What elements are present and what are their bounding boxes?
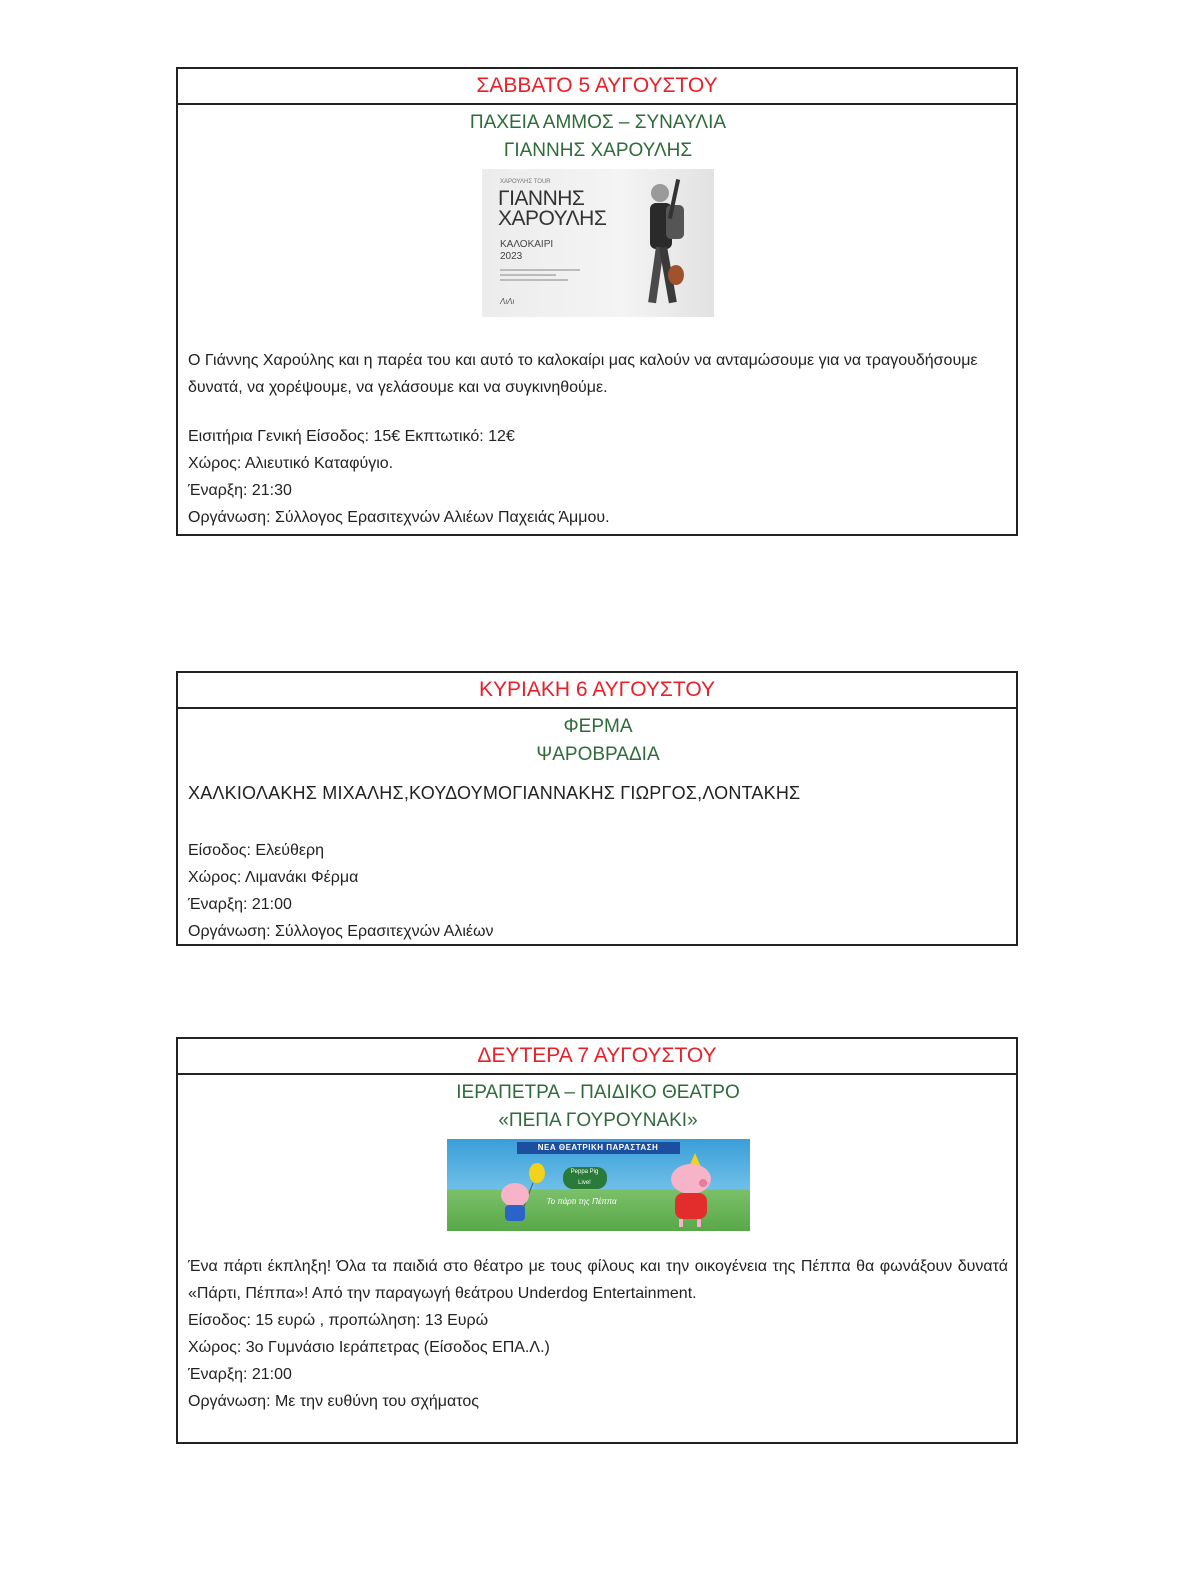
event-start-time: Έναρξη: 21:00 xyxy=(188,1366,292,1383)
event-location: Χώρος: Λιμανάκι Φέρμα xyxy=(188,869,359,886)
event-entry: Είσοδος: Ελεύθερη xyxy=(188,842,324,859)
show-logo: Peppa Pig Live! xyxy=(563,1167,607,1189)
event-location: Χώρος: Αλιευτικό Καταφύγιο. xyxy=(188,455,394,472)
event-date: ΔΕΥΤΕΡΑ 7 ΑΥΓΟΥΣΤΟΥ xyxy=(178,1039,1016,1075)
event-start-time: Έναρξη: 21:00 xyxy=(188,896,292,913)
event-location: Χώρος: 3ο Γυμνάσιο Ιεράπετρας (Είσοδος ΕΠΑ.Λ.) xyxy=(188,1339,550,1356)
event-venue: ΙΕΡΑΠΕΤΡΑ – ΠΑΙΔΙΚΟ ΘΕΑΤΡΟ xyxy=(456,1082,740,1103)
poster-fine-print xyxy=(500,269,580,284)
event-start-time: Έναρξη: 21:30 xyxy=(188,482,292,499)
event-date: ΣΑΒΒΑΤΟ 5 ΑΥΓΟΥΣΤΟΥ xyxy=(178,69,1016,105)
event-description: Ένα πάρτι έκπληξη! Όλα τα παιδιά στο θέατρο με τους φίλους και την οικογένεια της Πέππα θα φωνάξουν δυνατά «Πάρτι, Πέππα»! Από την παραγωγή θεάτρου Underdog Entertainment. xyxy=(188,1258,1008,1302)
poster-logo-mark: ΛιΛι xyxy=(500,297,515,306)
george-pig-icon xyxy=(493,1163,553,1225)
poster-artist-name: ΓΙΑΝΝΗΣ ΧΑΡΟΥΛΗΣ xyxy=(498,187,607,230)
event-venue: ΦΕΡΜΑ xyxy=(563,716,633,737)
event-tickets: Εισιτήρια Γενική Είσοδος: 15€ Εκπτωτικό: 12€ xyxy=(188,428,515,445)
event-card-1 xyxy=(176,67,1018,536)
event-title: «ΠΕΠΑ ΓΟΥΡΟΥΝΑΚΙ» xyxy=(498,1110,698,1131)
event-details xyxy=(188,1307,1008,1415)
peppa-pig-icon xyxy=(661,1153,721,1229)
event-entry: Είσοδος: 15 ευρώ , προπώληση: 13 Ευρώ xyxy=(188,1312,489,1329)
event-card-2 xyxy=(176,671,1018,946)
musician-figure-icon xyxy=(632,179,692,309)
event-title: ΨΑΡΟΒΡΑΔΙΑ xyxy=(536,744,660,765)
event-description: Ο Γιάννης Χαρούλης και η παρέα του και αυτό το καλοκαίρι μας καλούν να ανταμώσουμε για να τραγουδήσουμε δυνατά, να χορέψουμε, να γελάσουμε και να συγκινηθούμε. xyxy=(188,352,978,396)
concert-poster-image xyxy=(482,169,714,317)
theatre-poster-image xyxy=(447,1139,750,1231)
event-card-3 xyxy=(176,1037,1018,1444)
poster-subtitle: Το πάρτι της Πέππα xyxy=(546,1197,617,1206)
event-organizer: Οργάνωση: Σύλλογος Ερασιτεχνών Αλιέων xyxy=(188,923,494,940)
event-venue: ΠΑΧΕΙΑ ΑΜΜΟΣ – ΣΥΝΑΥΛΙΑ xyxy=(469,112,727,133)
poster-banner: ΝΕΑ ΘΕΑΤΡΙΚΗ ΠΑΡΑΣΤΑΣΗ xyxy=(517,1142,680,1154)
event-organizer: Οργάνωση: Σύλλογος Ερασιτεχνών Αλιέων Παχειάς Άμμου. xyxy=(188,509,610,526)
poster-small-text: ΧΑΡΟΥΛΗΣ TOUR xyxy=(500,179,551,185)
event-details xyxy=(188,423,1008,531)
event-organizer: Οργάνωση: Με την ευθύνη του σχήματος xyxy=(188,1393,479,1410)
event-date: ΚΥΡΙΑΚΗ 6 ΑΥΓΟΥΣΤΟΥ xyxy=(178,673,1016,709)
event-details xyxy=(188,837,1008,945)
event-title: ΓΙΑΝΝΗΣ ΧΑΡΟΥΛΗΣ xyxy=(503,140,693,161)
poster-season: ΚΑΛΟΚΑΙΡΙ 2023 xyxy=(500,239,554,262)
event-performers: ΧΑΛΚΙΟΛΑΚΗΣ ΜΙΧΑΛΗΣ,ΚΟΥΔΟΥΜΟΓΙΑΝΝΑΚΗΣ ΓΙΩΡΓΟΣ,ΛΟΝΤΑΚΗΣ xyxy=(188,783,801,803)
